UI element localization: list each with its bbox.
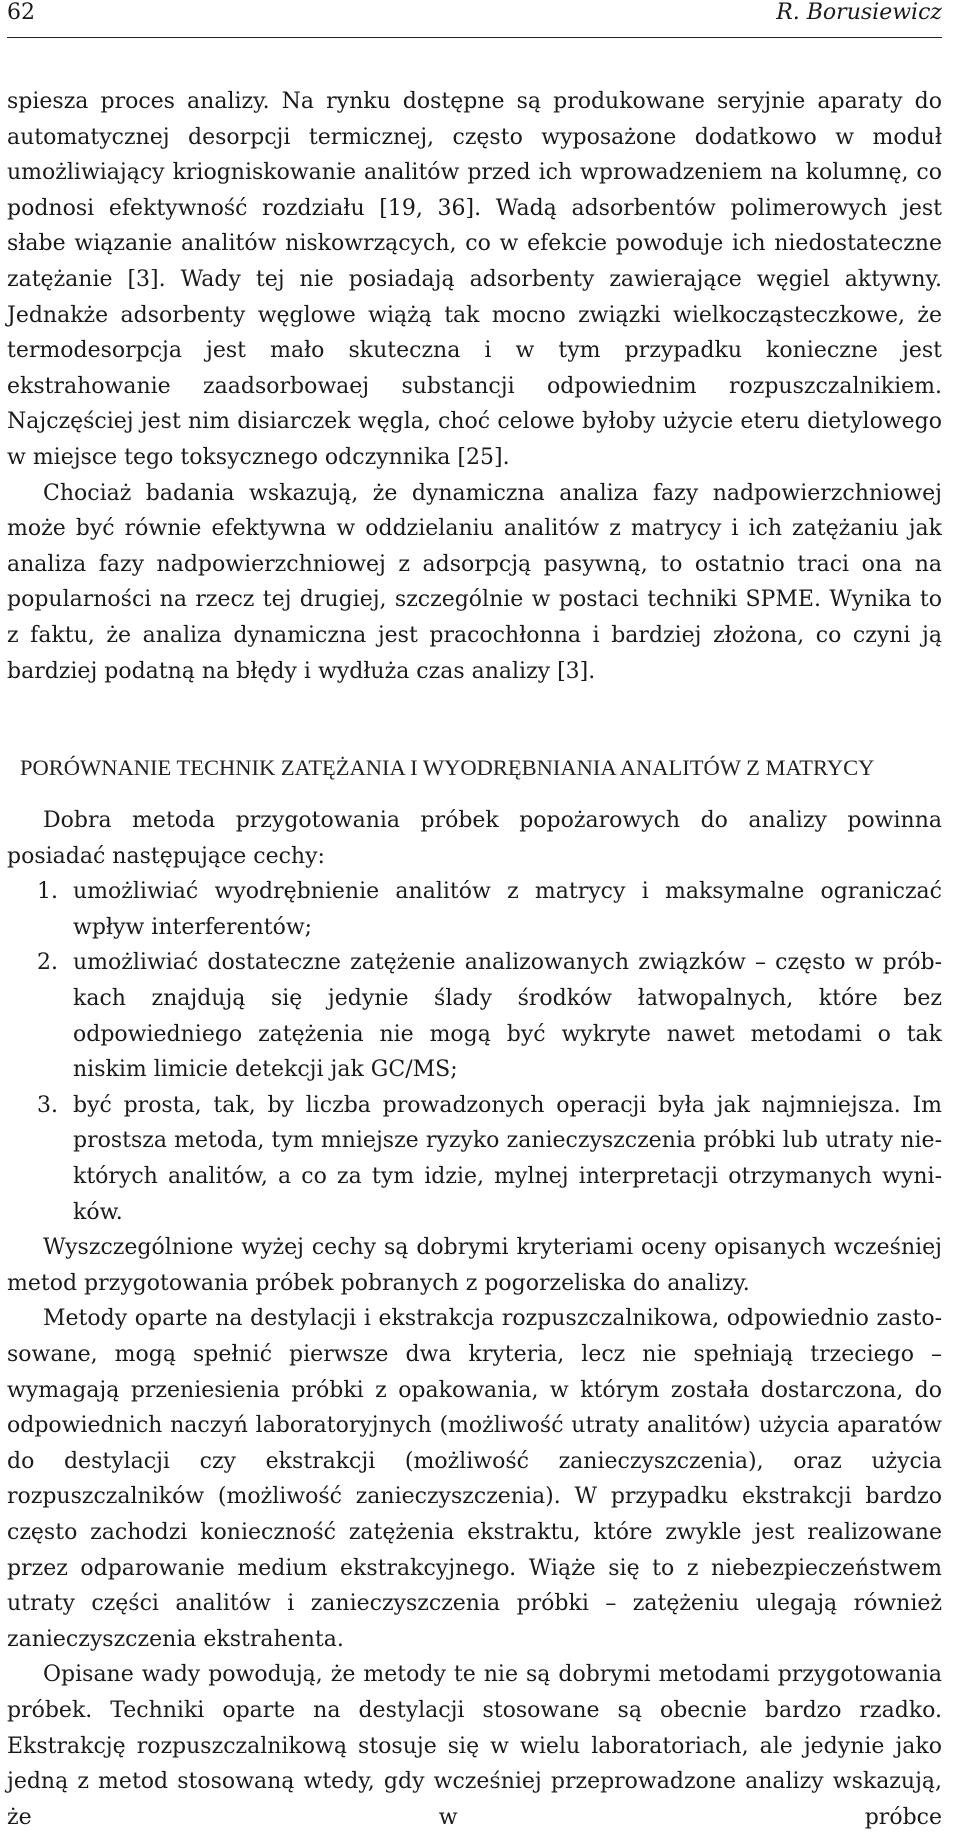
list-item-number: 3.	[37, 1092, 58, 1118]
paragraph-criteria: Wyszczególnione wyżej cechy są dobrymi kryteriami oceny opisanych wcześniej metod przygotowania próbek pobranych z pogorzeliska do analizy.	[7, 1235, 942, 1296]
paragraph-distillation-extraction: Metody oparte na destylacji i ekstrakcja rozpuszczalnikowa, odpowiednio zastosowane, mogą spełnić pierwsze dwa kryteria, lecz nie spełniają trzeciego – wymagają przeniesienia próbki z opakowania, w którym została dostarczona, do odpowiednich naczyń laboratoryjnych (możliwość utraty analitów) użycia aparatów do destylacji czy ekstrakcji (możliwość zanieczyszczenia), oraz użycia rozpuszczalników (możliwość zanieczyszczenia). W przypadku ekstrakcji bardzo często zachodzi konieczność zatężenia ekstraktu, które zwykle jest realizowane przez odparowanie medium ekstrakcyjnego. Wiąże się to z niebezpieczeństwem utraty części analitów i zanieczyszczenia próbki – zatężeniu ulegają również zanieczyszczenia ekstrahenta.	[7, 1306, 942, 1652]
paragraph-drawbacks: Opisane wady powodują, że metody te nie są dobrymi metodami przygotowania próbek. Techniki oparte na destylacji stosowane są obecnie bardzo rzadko. Ekstrakcję rozpuszczalnikową stosuje się w wielu laboratoriach, ale jedynie jako jedną z metod stosowaną wtedy, gdy wcześniej przeprowadzone analizy wskazują, że w próbce	[7, 1662, 942, 1830]
paragraph-dynamic-headspace: Chociaż badania wskazują, że dynamiczna analiza fazy nadpowierzchniowej może być równie efektywna w oddzielaniu analitów z matrycy i ich zatężaniu jak analiza fazy nadpowierzchniowej z adsorpcją pasywną, to ostatnio traci ona na popularności na rzecz tej drugiej, szczególnie w postaci techniki SPME. Wynika to z faktu, że analiza dynamiczna jest pracochłonna i bardziej złożona, co czyni ją bardziej podatną na błędy i wydłuża czas analizy [3].	[7, 480, 942, 684]
list-item	[7, 874, 942, 945]
list-item	[7, 945, 942, 1087]
running-header	[7, 0, 942, 30]
requirements-list	[7, 874, 942, 1230]
page-number: 62	[7, 0, 35, 25]
lead-in-paragraph: Dobra metoda przygotowania próbek popożarowych do analizy powinna posiadać następujące cechy:	[7, 808, 942, 869]
list-item-text: umożliwiać wyodrębnienie analitów z matrycy i maksymalne ograniczać wpływ interferentów;	[73, 879, 942, 940]
paragraph-continued: spiesza proces analizy. Na rynku dostępne są produkowane seryjnie aparaty do automatycznej desorpcji termicznej, często wyposażone dodatkowo w moduł umożliwiający kriogniskowanie analitów przed ich wprowadzeniem na kolumnę, co podnosi efektywność rozdziału [19, 36]. Wadą adsorbentów polimerowych jest słabe wiązanie analitów niskowrzących, co w efekcie powoduje ich niedostateczne zatężanie [3]. Wady tej nie posiadają adsorbenty zawierające węgiel aktywny. Jednakże adsorbenty węglowe wiążą tak mocno związki wielkocząsteczkowe, że termodesorpcja jest mało skuteczna i w tym przypadku konieczne jest ekstrahowanie zaadsorbowaej substancji odpowiednim rozpuszczalnikiem. Najczęściej jest nim disiarczek węgla, choć celowe byłoby użycie eteru dietylowego w miejsce tego toksycznego odczynnika [25].	[7, 89, 942, 470]
list-item-number: 2.	[37, 950, 58, 976]
list-item-number: 1.	[37, 879, 58, 905]
list-item-text: być prosta, tak, by liczba prowadzonych operacji była jak najmniejsza. Im prostsza metoda, tym mniejsze ryzyko zanieczyszczenia próbki lub utraty niektórych analitów, a co za tym idzie, mylnej interpretacji otrzymanych wyników.	[73, 1092, 942, 1225]
requirements-section	[7, 803, 942, 1835]
section-heading: PORÓWNANIE TECHNIK ZATĘŻANIA I WYODRĘBNIANIA ANALITÓW Z MATRYCY	[20, 755, 875, 781]
list-item-text: umożliwiać dostateczne zatężenie analizowanych związków – często w próbkach znajdują się jedynie ślady środków łatwopalnych, które bez odpowiedniego zatężenia nie mogą być wykryte nawet metodami o tak niskim limicie detekcji jak GC/MS;	[73, 950, 942, 1083]
header-rule	[7, 37, 942, 38]
list-item	[7, 1088, 942, 1230]
running-author: R. Borusiewicz	[776, 0, 942, 25]
intro-section	[7, 84, 942, 689]
